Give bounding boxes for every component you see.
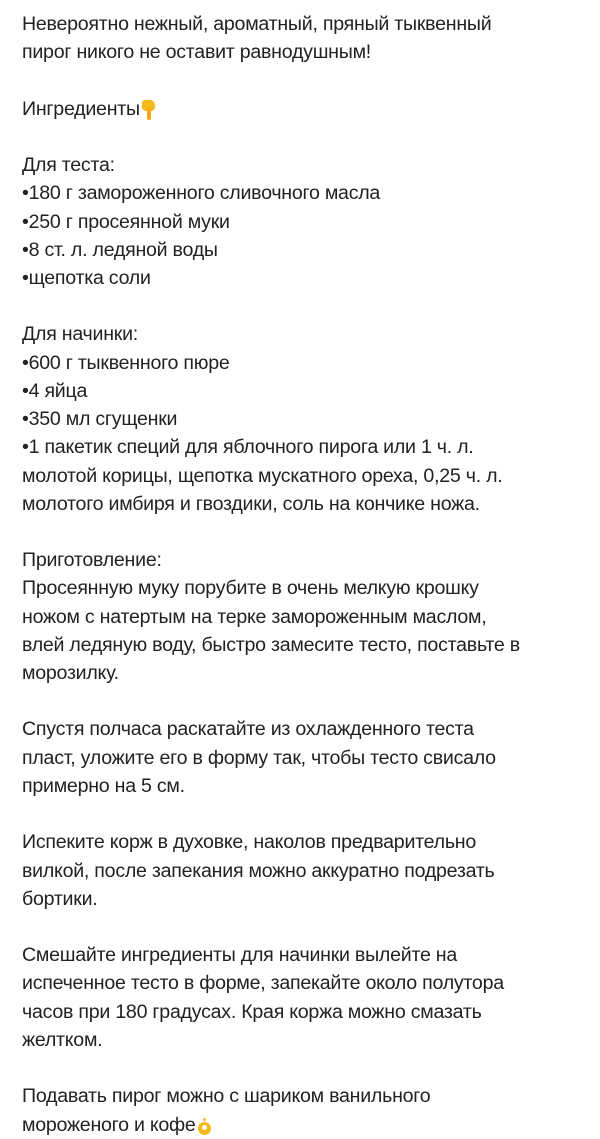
text-line: Смешайте ингредиенты для начинки вылейте на xyxy=(22,944,458,967)
text-line: Подавать пирог можно с шариком ванильного xyxy=(22,1085,431,1108)
text-line: морозилку. xyxy=(22,662,119,685)
list-item: •1 пакетик специй для яблочного пирога или 1 ч. л. xyxy=(22,436,474,459)
text-line: испеченное тесто в форме, запекайте около полутора xyxy=(22,972,504,995)
backhand-index-pointing-down-icon xyxy=(142,98,156,120)
text-line: вилкой, после запекания можно аккуратно подрезать xyxy=(22,859,495,882)
text-line: пирог никого не оставит равнодушным! xyxy=(22,41,371,64)
text-line: Спустя полчаса раскатайте из охлажденного теста xyxy=(22,718,474,741)
dough-section xyxy=(22,151,600,292)
list-item: •4 яйца xyxy=(22,379,88,402)
preparation-step-2 xyxy=(22,715,600,800)
text-line: Невероятно нежный, ароматный, пряный тыквенный xyxy=(22,13,492,35)
text-line: примерно на 5 см. xyxy=(22,774,185,797)
text-line: часов при 180 градусах. Края коржа можно смазать xyxy=(22,1000,482,1023)
intro-paragraph xyxy=(22,10,600,66)
filling-heading: Для начинки: xyxy=(22,323,138,346)
text-line: пласт, уложите его в форму так, чтобы тесто свисало xyxy=(22,746,496,769)
preparation-step-4 xyxy=(22,941,600,1054)
list-item: молотой корицы, щепотка мускатного ореха, 0,25 ч. л. xyxy=(22,464,503,487)
text-line: ножом с натертым на терке замороженным маслом, xyxy=(22,605,487,628)
ingredients-heading xyxy=(22,95,600,123)
list-item: •180 г замороженного сливочного масла xyxy=(22,182,381,205)
list-item: молотого имбиря и гвоздики, соль на кончике ножа. xyxy=(22,492,480,515)
preparation-step-3 xyxy=(22,828,600,913)
text-line: влей ледяную воду, быстро замесите тесто, поставьте в xyxy=(22,633,520,656)
serving-paragraph xyxy=(22,1082,600,1138)
text-line: Просеянную муку порубите в очень мелкую крошку xyxy=(22,577,479,600)
ok-hand-icon xyxy=(198,1115,212,1135)
filling-section xyxy=(22,320,600,518)
preparation-heading: Приготовление: xyxy=(22,549,162,572)
text-line: бортики. xyxy=(22,887,98,910)
list-item: •350 мл сгущенки xyxy=(22,408,178,431)
text-line: мороженого и кофе xyxy=(22,1113,196,1136)
ingredients-heading-text: Ингредиенты xyxy=(22,97,140,120)
dough-heading: Для теста: xyxy=(22,154,115,177)
list-item: •600 г тыквенного пюре xyxy=(22,351,230,374)
text-line: Испеките корж в духовке, наколов предварительно xyxy=(22,831,477,854)
list-item: •250 г просеянной муки xyxy=(22,210,230,233)
preparation-step-1 xyxy=(22,546,600,687)
list-item: •8 ст. л. ледяной воды xyxy=(22,238,218,261)
text-line: желтком. xyxy=(22,1028,103,1051)
list-item: •щепотка соли xyxy=(22,266,151,289)
